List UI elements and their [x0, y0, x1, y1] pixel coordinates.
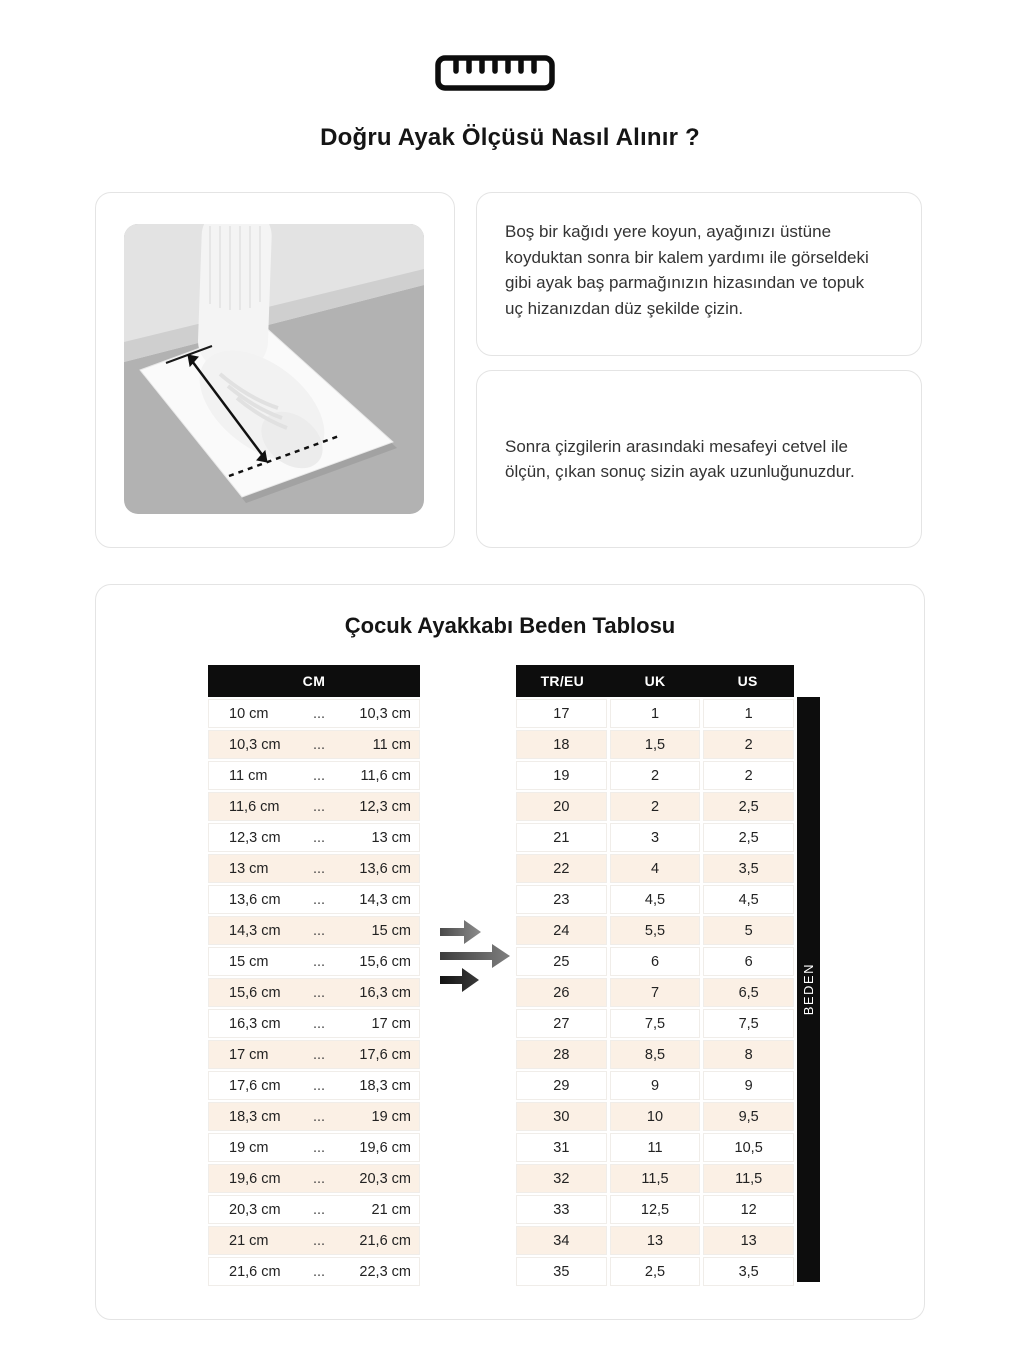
cm-to-value: 19 cm [371, 1108, 411, 1125]
us-value: 9,5 [703, 1102, 794, 1131]
cm-separator: ... [312, 1015, 326, 1032]
uk-value: 3 [610, 823, 701, 852]
us-value: 2,5 [703, 792, 794, 821]
cm-to-value: 11,6 cm [360, 767, 411, 784]
ruler-icon [435, 55, 555, 91]
cm-from-value: 17 cm [229, 1046, 269, 1063]
uk-value: 7,5 [610, 1009, 701, 1038]
cm-separator: ... [312, 829, 326, 846]
size-table-row [516, 1164, 794, 1193]
cm-table-row [208, 792, 420, 821]
cm-from-value: 10 cm [229, 705, 269, 722]
cm-to-value: 16,3 cm [359, 984, 411, 1001]
uk-value: 1 [610, 699, 701, 728]
cm-from-value: 17,6 cm [229, 1077, 281, 1094]
cm-table-row [208, 1071, 420, 1100]
size-table-row [516, 1226, 794, 1255]
size-table-row [516, 1102, 794, 1131]
treu-value: 24 [516, 916, 607, 945]
uk-value: 1,5 [610, 730, 701, 759]
cm-to-value: 17 cm [371, 1015, 411, 1032]
instruction-card-step2 [476, 370, 922, 548]
treu-value: 31 [516, 1133, 607, 1162]
us-value: 12 [703, 1195, 794, 1224]
us-value: 2 [703, 761, 794, 790]
size-table-row [516, 792, 794, 821]
size-table-row [516, 885, 794, 914]
treu-value: 23 [516, 885, 607, 914]
cm-to-value: 22,3 cm [359, 1263, 411, 1280]
treu-value: 28 [516, 1040, 607, 1069]
uk-value: 4,5 [610, 885, 701, 914]
cm-table-row [208, 699, 420, 728]
treu-value: 26 [516, 978, 607, 1007]
cm-to-value: 21,6 cm [359, 1232, 411, 1249]
cm-table-row [208, 730, 420, 759]
cm-from-value: 18,3 cm [229, 1108, 281, 1125]
cm-from-value: 13 cm [229, 860, 269, 877]
cm-table-row [208, 1195, 420, 1224]
cm-to-value: 12,3 cm [359, 798, 411, 815]
uk-value: 5,5 [610, 916, 701, 945]
treu-value: 25 [516, 947, 607, 976]
treu-value: 22 [516, 854, 607, 883]
us-value: 8 [703, 1040, 794, 1069]
cm-separator: ... [312, 984, 326, 1001]
treu-value: 20 [516, 792, 607, 821]
size-table-row [516, 854, 794, 883]
us-value: 10,5 [703, 1133, 794, 1162]
uk-value: 9 [610, 1071, 701, 1100]
cm-table-row [208, 947, 420, 976]
cm-table-row [208, 761, 420, 790]
cm-from-value: 10,3 cm [229, 736, 281, 753]
cm-separator: ... [312, 1108, 326, 1125]
beden-label: BEDEN [801, 963, 816, 1016]
us-value: 3,5 [703, 854, 794, 883]
cm-table-row [208, 1133, 420, 1162]
treu-value: 18 [516, 730, 607, 759]
cm-to-value: 13,6 cm [359, 860, 411, 877]
page-title: Doğru Ayak Ölçüsü Nasıl Alınır ? [320, 124, 700, 151]
cm-from-value: 21,6 cm [229, 1263, 281, 1280]
size-table-row [516, 823, 794, 852]
uk-value: 2 [610, 792, 701, 821]
cm-to-value: 20,3 cm [359, 1170, 411, 1187]
us-value: 11,5 [703, 1164, 794, 1193]
size-table-body [516, 699, 794, 1286]
size-table-row [516, 1040, 794, 1069]
cm-to-value: 10,3 cm [359, 705, 411, 722]
us-value: 4,5 [703, 885, 794, 914]
cm-from-value: 15,6 cm [229, 984, 281, 1001]
uk-value: 10 [610, 1102, 701, 1131]
cm-separator: ... [312, 736, 326, 753]
us-value: 2 [703, 730, 794, 759]
cm-separator: ... [312, 798, 326, 815]
cm-separator: ... [312, 1046, 326, 1063]
us-value: 13 [703, 1226, 794, 1255]
size-table-header-treu: TR/EU [540, 673, 585, 689]
us-value: 6 [703, 947, 794, 976]
cm-separator: ... [312, 1201, 326, 1218]
size-table-row [516, 978, 794, 1007]
cm-separator: ... [312, 891, 326, 908]
treu-value: 35 [516, 1257, 607, 1286]
cm-separator: ... [312, 860, 326, 877]
cm-separator: ... [312, 1263, 326, 1280]
treu-value: 32 [516, 1164, 607, 1193]
cm-table-row [208, 978, 420, 1007]
cm-from-value: 19,6 cm [229, 1170, 281, 1187]
uk-value: 2,5 [610, 1257, 701, 1286]
cm-separator: ... [312, 1170, 326, 1187]
cm-from-value: 13,6 cm [229, 891, 281, 908]
uk-value: 8,5 [610, 1040, 701, 1069]
cm-table-row [208, 1226, 420, 1255]
cm-table-row [208, 1040, 420, 1069]
foot-measurement-photo [124, 224, 424, 514]
uk-value: 11 [610, 1133, 701, 1162]
size-chart-title: Çocuk Ayakkabı Beden Tablosu [344, 613, 676, 638]
uk-value: 13 [610, 1226, 701, 1255]
cm-to-value: 17,6 cm [359, 1046, 411, 1063]
size-table-row [516, 916, 794, 945]
uk-value: 11,5 [610, 1164, 701, 1193]
us-value: 7,5 [703, 1009, 794, 1038]
cm-table-row [208, 854, 420, 883]
size-table-header-us: US [737, 673, 758, 689]
cm-table-row [208, 1257, 420, 1286]
cm-table-row [208, 1102, 420, 1131]
cm-from-value: 11 cm [229, 767, 268, 784]
cm-table-row [208, 1164, 420, 1193]
us-value: 6,5 [703, 978, 794, 1007]
cm-to-value: 13 cm [371, 829, 411, 846]
cm-table-row [208, 916, 420, 945]
cm-table-row [208, 823, 420, 852]
cm-table-header: CM [208, 665, 420, 697]
cm-from-value: 21 cm [229, 1232, 269, 1249]
cm-to-value: 11 cm [372, 736, 411, 753]
size-table-row [516, 1257, 794, 1286]
uk-value: 6 [610, 947, 701, 976]
cm-from-value: 15 cm [229, 953, 269, 970]
treu-value: 33 [516, 1195, 607, 1224]
cm-separator: ... [312, 1232, 326, 1249]
treu-value: 27 [516, 1009, 607, 1038]
size-conversion-table [516, 665, 794, 1286]
cm-table-body [208, 699, 420, 1286]
size-table-row [516, 1133, 794, 1162]
us-value: 1 [703, 699, 794, 728]
uk-value: 4 [610, 854, 701, 883]
uk-value: 7 [610, 978, 701, 1007]
us-value: 2,5 [703, 823, 794, 852]
cm-table-row [208, 1009, 420, 1038]
cm-from-value: 12,3 cm [229, 829, 281, 846]
cm-from-value: 16,3 cm [229, 1015, 281, 1032]
cm-from-value: 20,3 cm [229, 1201, 281, 1218]
us-value: 5 [703, 916, 794, 945]
cm-separator: ... [312, 922, 326, 939]
us-value: 3,5 [703, 1257, 794, 1286]
size-table-header [516, 665, 794, 697]
size-table-row [516, 1009, 794, 1038]
treu-value: 30 [516, 1102, 607, 1131]
cm-separator: ... [312, 1139, 326, 1156]
cm-from-value: 14,3 cm [229, 922, 281, 939]
size-table-header-uk: UK [644, 673, 666, 689]
beden-side-bar [797, 697, 820, 1282]
treu-value: 19 [516, 761, 607, 790]
cm-separator: ... [312, 705, 326, 722]
treu-value: 34 [516, 1226, 607, 1255]
size-table-row [516, 947, 794, 976]
uk-value: 2 [610, 761, 701, 790]
us-value: 9 [703, 1071, 794, 1100]
instruction-step2-text: Sonra çizgilerin arasındaki mesafeyi cetvel ile ölçün, çıkan sonuç sizin ayak uzunluğunuzdur. [505, 436, 855, 481]
cm-to-value: 18,3 cm [359, 1077, 411, 1094]
treu-value: 17 [516, 699, 607, 728]
size-table-row [516, 761, 794, 790]
size-chart-card [95, 584, 925, 1320]
cm-to-value: 21 cm [371, 1201, 411, 1218]
cm-to-value: 19,6 cm [359, 1139, 411, 1156]
cm-from-value: 11,6 cm [229, 798, 280, 815]
transfer-arrows-icon [436, 915, 520, 997]
size-table-row [516, 1071, 794, 1100]
cm-to-value: 15,6 cm [359, 953, 411, 970]
uk-value: 12,5 [610, 1195, 701, 1224]
cm-to-value: 14,3 cm [359, 891, 411, 908]
size-table-row [516, 699, 794, 728]
treu-value: 21 [516, 823, 607, 852]
size-table-row [516, 1195, 794, 1224]
instruction-card-step1 [476, 192, 922, 356]
instruction-step1-text: Boş bir kağıdı yere koyun, ayağınızı üstüne koyduktan sonra bir kalem yardımı ile görseldeki gibi ayak baş parmağınızın hizasından ve topuk uç hizanızdan düz şekilde çizin. [505, 222, 869, 318]
cm-to-value: 15 cm [371, 922, 411, 939]
treu-value: 29 [516, 1071, 607, 1100]
size-table-row [516, 730, 794, 759]
cm-from-value: 19 cm [229, 1139, 269, 1156]
measurement-photo-card [95, 192, 455, 548]
cm-separator: ... [312, 767, 326, 784]
cm-table [208, 665, 420, 1286]
cm-table-row [208, 885, 420, 914]
cm-separator: ... [312, 953, 326, 970]
cm-separator: ... [312, 1077, 326, 1094]
